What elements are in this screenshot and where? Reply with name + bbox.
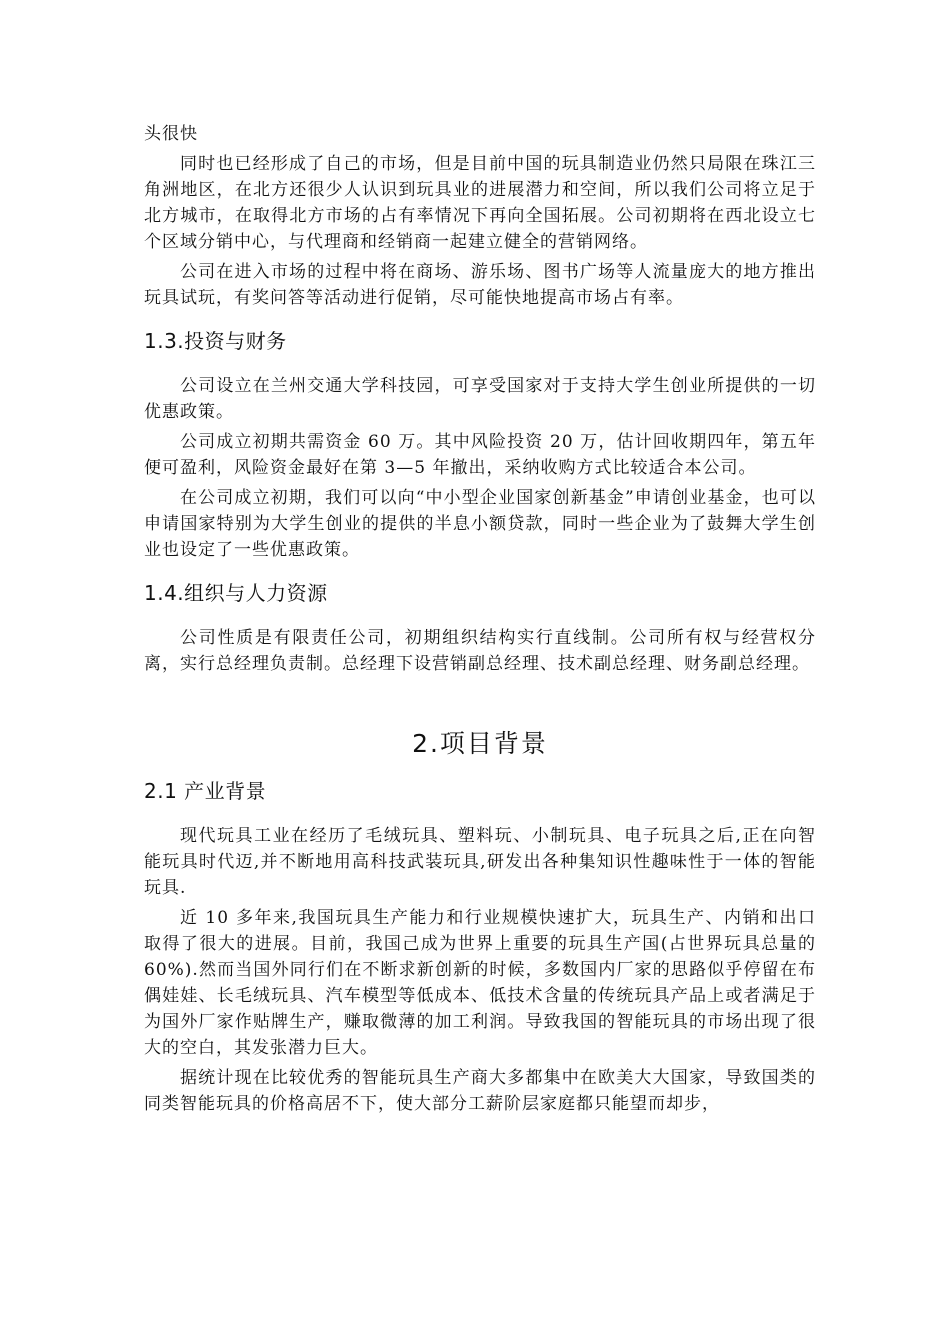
- paragraph-continued: 头很快: [144, 124, 198, 144]
- paragraph-grants: 在公司成立初期，我们可以向“中小型企业国家创新基金”申请创业基金，也可以申请国家特别为大学生创业的提供的半息小额贷款，同时一些企业为了鼓舞大学生创业也设定了一些优惠政策。: [144, 488, 816, 560]
- paragraph-funding: 公司成立初期共需资金 60 万。其中风险投资 20 万，估计回收期四年，第五年便可盈利，风险资金最好在第 3—5 年撤出，采纳收购方式比较适合本公司。: [144, 432, 816, 478]
- paragraph-growth: 近 10 多年来,我国玩具生产能力和行业规模快速扩大，玩具生产、内销和出口取得了很大的进展。目前，我国己成为世界上重要的玩具生产国(占世界玩具总量的 60%).然而当国外同行们在不断求新创新的时候，多数国内厂家的思路似乎停留在布偶娃娃、长毛绒玩具、汽车模型等低成本、低技术含量的传统玩具产品上或者满足于为国外厂家作贴牌生产，赚取微薄的加工利润。导致我国的智能玩具的市场出现了很大的空白，其发张潜力巨大。: [144, 908, 816, 1058]
- paragraph-location: 公司设立在兰州交通大学科技园，可享受国家对于支持大学生创业所提供的一切优惠政策。: [144, 376, 816, 422]
- paragraph-market: 同时也已经形成了自己的市场，但是目前中国的玩具制造业仍然只局限在珠江三角洲地区，在北方还很少人认识到玩具业的进展潜力和空间，所以我们公司将立足于北方城市，在取得北方市场的占有率情况下再向全国拓展。公司初期将在西北设立七个区域分销中心，与代理商和经销商一起建立健全的营销网络。: [144, 154, 816, 252]
- section-heading-1-3: 1.3.投资与财务: [144, 329, 287, 353]
- paragraph-organization: 公司性质是有限责任公司，初期组织结构实行直线制。公司所有权与经营权分离，实行总经理负责制。总经理下设营销副总经理、技术副总经理、财务副总经理。: [144, 628, 816, 674]
- paragraph-industry: 现代玩具工业在经历了毛绒玩具、塑料玩、小制玩具、电子玩具之后,正在向智能玩具时代迈,并不断地用高科技武装玩具,研发出各种集知识性趣味性于一体的智能玩具.: [144, 826, 816, 898]
- chapter-heading-2: 2.项目背景: [412, 729, 548, 758]
- document-body: [144, 121, 816, 1121]
- paragraph-promotion: 公司在进入市场的过程中将在商场、游乐场、图书广场等人流量庞大的地方推出玩具试玩，有奖问答等活动进行促销，尽可能快地提高市场占有率。: [144, 262, 816, 308]
- paragraph-statistics: 据统计现在比较优秀的智能玩具生产商大多都集中在欧美大大国家，导致国类的同类智能玩具的价格高居不下，使大部分工薪阶层家庭都只能望而却步，: [144, 1068, 816, 1114]
- section-heading-1-4: 1.4.组织与人力资源: [144, 581, 328, 605]
- section-heading-2-1: 2.1 产业背景: [144, 779, 267, 803]
